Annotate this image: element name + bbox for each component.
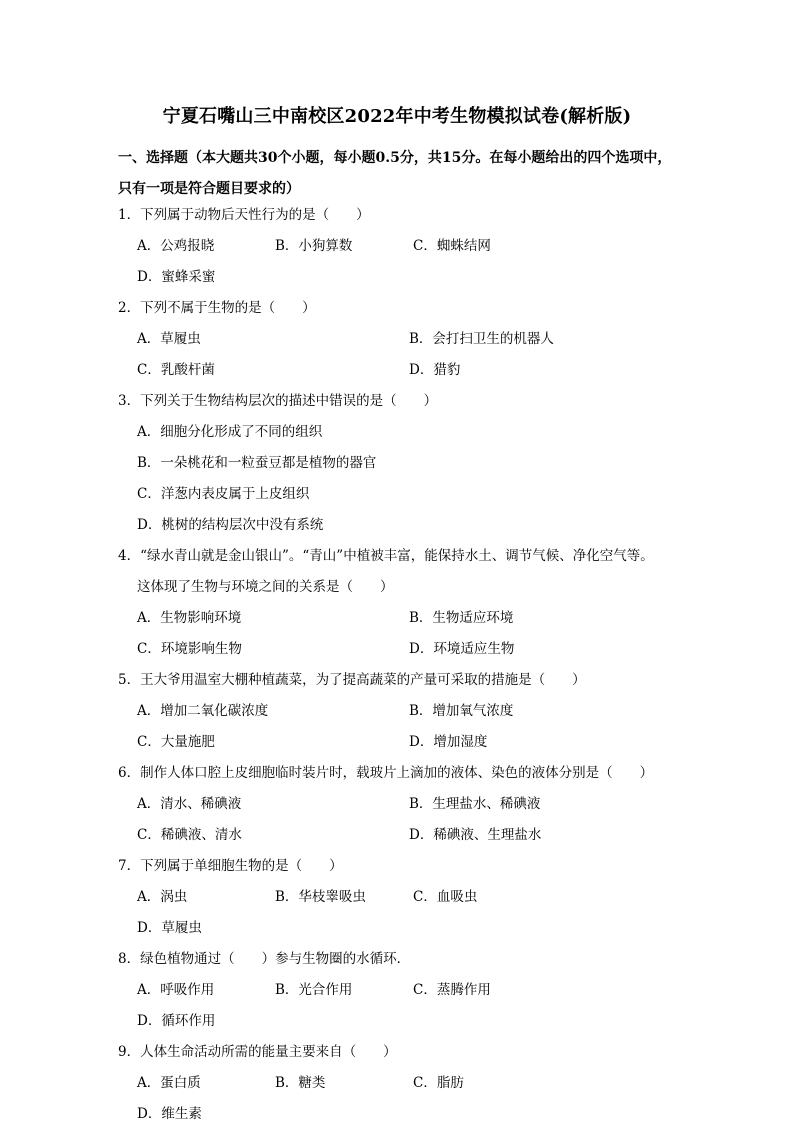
question-options: [118, 417, 688, 541]
option-a: A．涡虫: [137, 889, 188, 905]
option-c: C．蒸腾作用: [413, 982, 491, 998]
option-c: C．乳酸杆菌: [137, 362, 215, 378]
option-b: B．华枝睾吸虫: [275, 889, 366, 905]
option-c: C．稀碘液、清水: [137, 827, 242, 843]
option-c: C．脂肪: [413, 1075, 464, 1091]
option-c: C．血吸虫: [413, 889, 478, 905]
option-a: A．增加二氧化碳浓度: [137, 703, 269, 719]
question-stem: 5．王大爷用温室大棚种植蔬菜，为了提高蔬菜的产量可采取的措施是（ ）: [118, 672, 586, 688]
section-heading-line-1: 一、选择题（本大题共30个小题，每小题0.5分，共15分。在每小题给出的四个选项中，: [118, 150, 672, 166]
option-a: A．蛋白质: [137, 1075, 201, 1091]
question-options: [118, 603, 688, 665]
option-b: B．糖类: [275, 1075, 326, 1091]
option-d: D．环境适应生物: [409, 641, 515, 657]
option-b: B．增加氧气浓度: [409, 703, 514, 719]
question-6: [118, 758, 688, 851]
option-a: A．生物影响环境: [137, 610, 242, 626]
question-stem: 7．下列属于单细胞生物的是（ ）: [118, 858, 343, 874]
question-7: [118, 851, 688, 944]
question-9: [118, 1037, 688, 1130]
option-a: A．呼吸作用: [137, 982, 215, 998]
option-d: D．桃树的结构层次中没有系统: [137, 517, 324, 533]
option-b: B．一朵桃花和一粒蚕豆都是植物的器官: [137, 455, 377, 471]
option-a: A．公鸡报晓: [137, 238, 215, 254]
option-b: B．生理盐水、稀碘液: [409, 796, 541, 812]
question-4: [118, 541, 688, 665]
option-c: C．环境影响生物: [137, 641, 242, 657]
option-b: B．生物适应环境: [409, 610, 514, 626]
option-d: D．猎豹: [409, 362, 461, 378]
option-c: C．洋葱内表皮属于上皮组织: [137, 486, 310, 502]
option-b: B．会打扫卫生的机器人: [409, 331, 554, 347]
question-options: [118, 1068, 688, 1130]
section-heading-line-2: 只有一项是符合题目要求的）: [118, 181, 300, 197]
option-d: D．维生素: [137, 1106, 202, 1122]
option-a: A．清水、稀碘液: [137, 796, 242, 812]
question-stem-continued: 这体现了生物与环境之间的关系是（ ）: [137, 579, 394, 595]
question-options: [118, 324, 688, 386]
option-d: D．草履虫: [137, 920, 202, 936]
option-d: D．蜜蜂采蜜: [137, 269, 216, 285]
section-heading: [118, 143, 688, 205]
option-c: C．大量施肥: [137, 734, 215, 750]
question-options: [118, 789, 688, 851]
question-options: [118, 882, 688, 944]
question-options: [118, 975, 688, 1037]
option-d: D．增加湿度: [409, 734, 488, 750]
question-stem: 3．下列关于生物结构层次的描述中错误的是（ ）: [118, 393, 438, 409]
question-stem: 2．下列不属于生物的是（ ）: [118, 300, 316, 316]
question-5: [118, 665, 688, 758]
option-d: D．稀碘液、生理盐水: [409, 827, 542, 843]
question-list: [118, 200, 688, 1130]
option-d: D．循环作用: [137, 1013, 216, 1029]
question-options: [118, 231, 688, 293]
question-stem: 4．“绿水青山就是金山银山”。“青山”中植被丰富，能保持水土、调节气候、净化空气等。: [118, 548, 654, 564]
question-8: [118, 944, 688, 1037]
question-stem: 9．人体生命活动所需的能量主要来自（ ）: [118, 1044, 397, 1060]
option-b: B．小狗算数: [275, 238, 353, 254]
question-2: [118, 293, 688, 386]
question-options: [118, 696, 688, 758]
question-1: [118, 200, 688, 293]
question-stem: 6．制作人体口腔上皮细胞临时装片时，载玻片上滴加的液体、染色的液体分别是（ ）: [118, 765, 654, 781]
question-stem: 1．下列属于动物后天性行为的是（ ）: [118, 207, 370, 223]
option-c: C．蜘蛛结网: [413, 238, 491, 254]
option-b: B．光合作用: [275, 982, 353, 998]
option-a: A．细胞分化形成了不同的组织: [137, 424, 323, 440]
option-a: A．草履虫: [137, 331, 201, 347]
question-stem: 8．绿色植物通过（ ）参与生物圈的水循环．: [118, 951, 411, 967]
page-title: 宁夏石嘴山三中南校区2022年中考生物模拟试卷(解析版): [162, 106, 632, 127]
question-3: [118, 386, 688, 541]
